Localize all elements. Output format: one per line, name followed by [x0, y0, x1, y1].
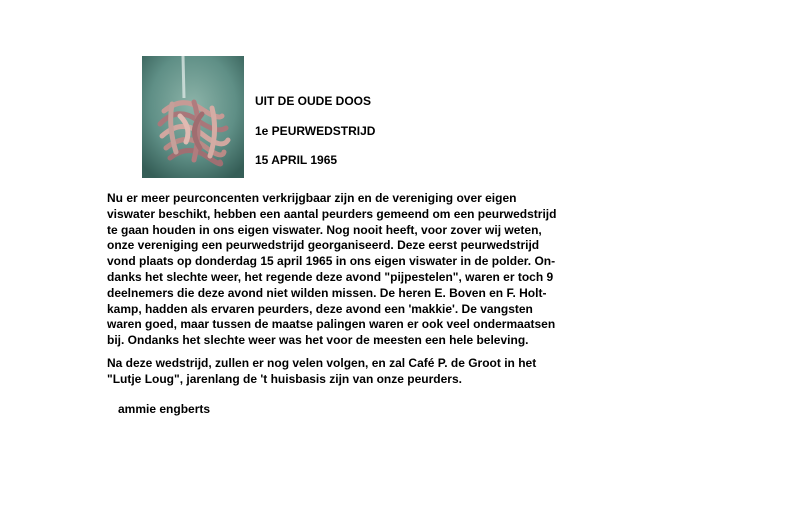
paragraph-line: viswater beschikt, hebben een aantal peurders gemeend om een peurwedstrijd	[107, 206, 557, 221]
paragraph-line: Nu er meer peurconcenten verkrijgbaar zijn en de vereniging over eigen	[107, 191, 517, 205]
title-line-1: UIT DE OUDE DOOS	[255, 94, 372, 108]
paragraph-line: te gaan houden in ons eigen viswater. Nog nooit heeft, voor zover wij weten,	[107, 222, 542, 237]
paragraph-line: deelnemers die deze avond niet wilden missen. De heren E. Boven en F. Holt-	[107, 285, 547, 300]
worm-bundle-illustration	[142, 56, 244, 178]
paragraph-line: danks het slechte weer, het regende deze avond "pijpestelen", waren er toch 9	[107, 269, 554, 284]
paragraph-line: "Lutje Loug", jarenlang de 't huisbasis zijn van onze peurders.	[107, 371, 462, 386]
paragraph-line: vond plaats op donderdag 15 april 1965 in ons eigen viswater in de polder. On-	[107, 254, 556, 269]
author-signature: ammie engberts	[118, 402, 211, 416]
article-paragraph-1	[107, 191, 607, 349]
article-paragraph-2	[107, 356, 607, 388]
paragraph-line: waren goed, maar tussen de maatse palingen waren er ook veel ondermaatsen	[107, 317, 556, 332]
paragraph-line: bij. Ondanks het slechte weer was het voor de meesten een hele beleving.	[107, 333, 529, 348]
paragraph-line: Na deze wedstrijd, zullen er nog velen volgen, en zal Café P. de Groot in het	[107, 356, 537, 370]
title-line-2: 1e PEURWEDSTRIJD	[255, 124, 376, 138]
paragraph-line: onze vereniging een peurwedstrijd georganiseerd. Deze eerst peurwedstrijd	[107, 238, 540, 253]
title-date: 15 APRIL 1965	[255, 153, 338, 167]
paragraph-line: kamp, hadden als ervaren peurders, deze avond een 'makkie'. De vangsten	[107, 301, 533, 316]
worm-bundle-photo	[142, 56, 244, 178]
